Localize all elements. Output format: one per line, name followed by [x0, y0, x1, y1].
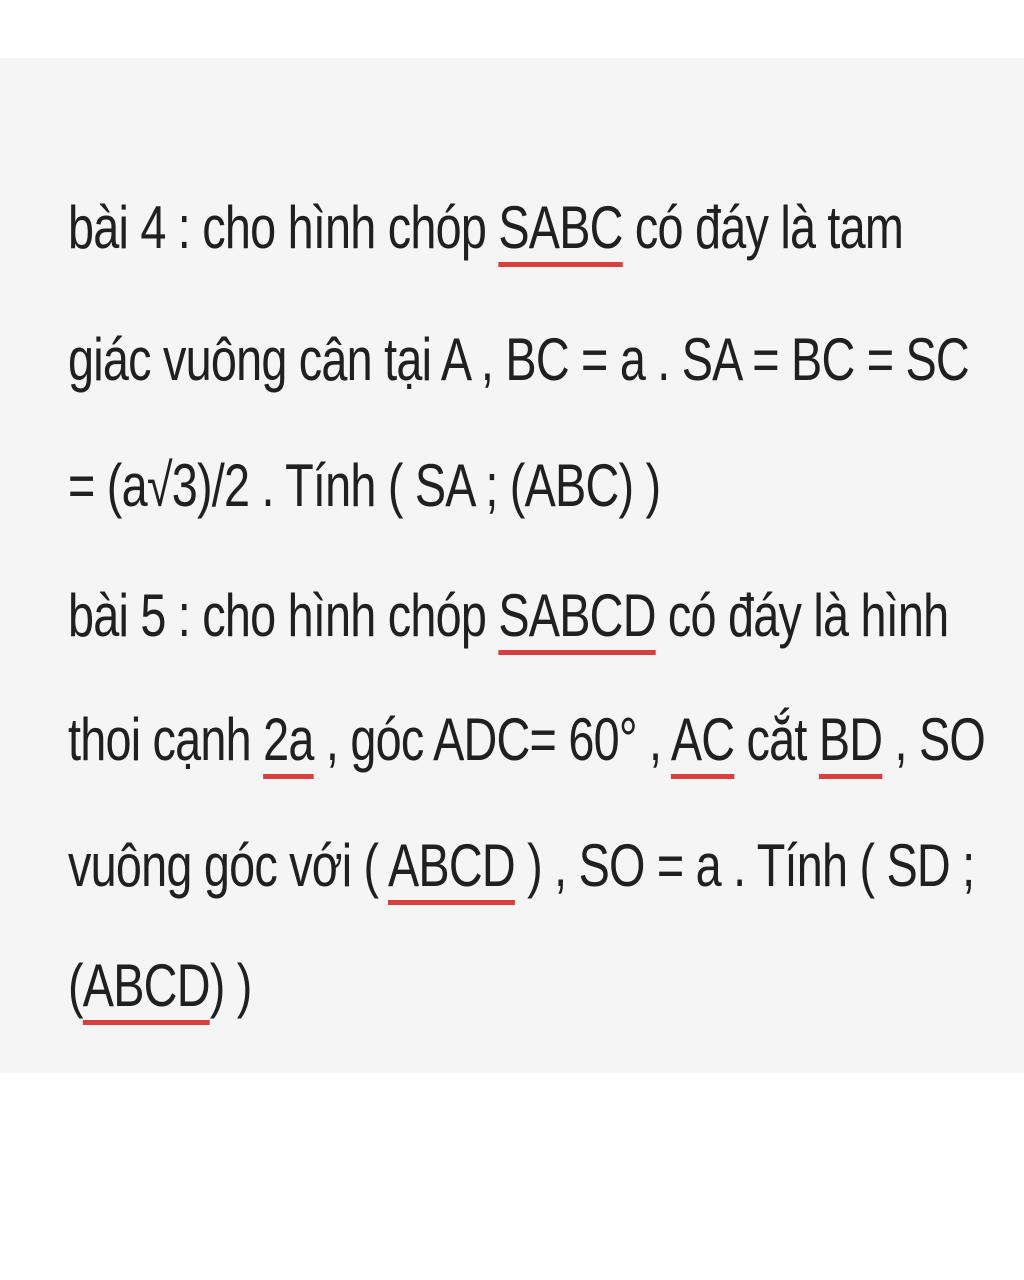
text-span: bài 5 : cho hình chóp: [68, 582, 499, 649]
text-span: , SO: [882, 706, 986, 773]
text-span: ) ): [209, 952, 252, 1019]
text-note-panel: [0, 58, 1024, 1073]
spellcheck-word: SABC: [498, 194, 623, 261]
spellcheck-word: ABCD: [82, 952, 210, 1019]
problem-5-line-2: [68, 706, 986, 773]
problem-4-line-3: = (a√3)/2 . Tính ( SA ; (ABC) ): [68, 452, 661, 519]
text-span: vuông góc với (: [68, 832, 388, 899]
problem-5-line-4: [68, 952, 770, 1019]
spellcheck-word: ABCD: [387, 832, 515, 899]
problem-4-line-1: [68, 194, 904, 261]
problem-5-line-3: [68, 832, 975, 899]
spellcheck-word: BD: [818, 706, 883, 773]
text-span: , góc ADC= 60° ,: [313, 706, 671, 773]
text-span: cắt: [734, 706, 819, 773]
problem-5-line-1: [68, 582, 949, 649]
spellcheck-word: AC: [670, 706, 735, 773]
text-span: có đáy là hình: [655, 582, 949, 649]
spellcheck-word: SABCD: [498, 582, 656, 649]
spellcheck-word: 2a: [263, 706, 314, 773]
text-span: (: [68, 952, 83, 1019]
text-span: ) , SO = a . Tính ( SD ;: [514, 832, 975, 899]
text-span: thoi cạnh: [68, 706, 264, 773]
note-text-block: [68, 194, 986, 1019]
text-span: có đáy là tam: [622, 194, 904, 261]
text-span: bài 4 : cho hình chóp: [68, 194, 499, 261]
problem-4-line-2: giác vuông cân tại A , BC = a . SA = BC = SC: [68, 326, 969, 393]
